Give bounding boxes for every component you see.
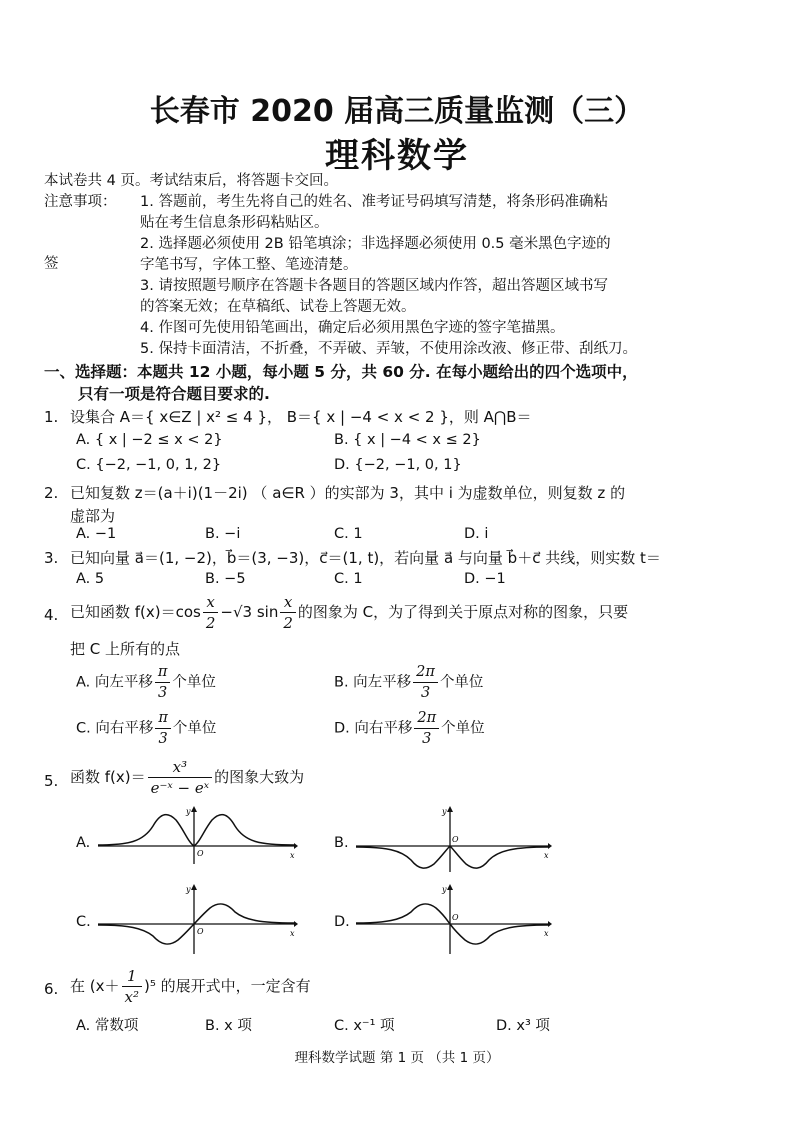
y-axis-arrow	[447, 806, 453, 812]
notice-line: 3. 请按照题号顺序在答题卡各题目的答题区域内作答，超出答题区域书写	[140, 278, 608, 294]
y-label: y	[442, 885, 447, 894]
question-number: 1.	[44, 408, 59, 426]
x-label: x	[290, 929, 295, 938]
option-label: B. 向左平移	[334, 674, 412, 691]
y-label: y	[186, 885, 191, 894]
origin-label: O	[452, 835, 459, 844]
question-number: 2.	[44, 484, 59, 502]
option-c: C. 1	[334, 571, 363, 587]
y-axis-arrow	[191, 884, 197, 890]
stem-text: 已知函数 f(x)＝cos	[70, 603, 201, 621]
fraction-pi-over-3	[155, 662, 171, 703]
question-number: 5.	[44, 772, 59, 790]
option-label: A. 向左平移	[76, 674, 153, 691]
stem-text: )⁵ 的展开式中，一定含有	[143, 977, 311, 995]
question-number: 3.	[44, 549, 59, 567]
denominator: 3	[158, 685, 168, 701]
option-b: B. −i	[205, 526, 241, 542]
option-unit: 个单位	[172, 674, 216, 691]
x-axis-arrow	[548, 843, 552, 849]
denominator: e⁻ˣ − eˣ	[150, 779, 210, 797]
question-stem-cont: 把 C 上所有的点	[70, 640, 181, 658]
exam-subtitle: 理科数学	[325, 136, 469, 176]
origin-label: O	[197, 927, 204, 936]
option-d: D. i	[464, 526, 489, 542]
y-label: y	[186, 807, 191, 816]
x-label: x	[544, 929, 549, 938]
notice-line: 的答案无效；在草稿纸、试卷上答题无效。	[140, 299, 416, 315]
y-axis-arrow	[191, 806, 197, 812]
graph-b	[356, 806, 552, 876]
notice-line: 2. 选择题必须使用 2B 铅笔填涂；非选择题必须使用 0.5 毫米黑色字迹的	[140, 236, 611, 252]
numerator: π	[155, 708, 171, 729]
option-d: D. x³ 项	[496, 1018, 550, 1034]
stem-text: 的图象大致为	[214, 768, 305, 786]
option-a: A. 5	[76, 571, 105, 587]
denominator: 2	[283, 614, 293, 632]
numerator: x	[203, 592, 219, 613]
option-c	[76, 708, 216, 749]
notice-line: 5. 保持卡面清洁，不折叠，不弄破、弄皱，不使用涂改液、修正带、刮纸刀。	[140, 341, 637, 357]
denominator: 3	[420, 685, 431, 701]
option-b: B. x 项	[205, 1018, 252, 1034]
fraction-2pi-over-3	[413, 662, 438, 703]
curve	[356, 846, 548, 868]
option-b: B. −5	[205, 571, 246, 587]
option-label: C. 向右平移	[76, 720, 154, 737]
option-c: C. 1	[334, 526, 363, 542]
fraction-function	[148, 757, 212, 798]
y-axis-arrow	[447, 884, 453, 890]
numerator: x³	[148, 757, 212, 778]
stem-text: −√3 sin	[220, 603, 279, 621]
option-d: D. −1	[464, 571, 506, 587]
x-label: x	[544, 851, 549, 860]
option-a: A. −1	[76, 526, 117, 542]
option-a	[76, 662, 216, 703]
graph-label-a: A.	[76, 835, 91, 851]
section-heading: 一、选择题：本题共 12 小题，每小题 5 分，共 60 分. 在每小题给出的四个选项中，	[44, 363, 638, 381]
option-a: A. 常数项	[76, 1018, 139, 1034]
intro-text: 本试卷共 4 页。考试结束后，将答题卡交回。	[44, 173, 338, 189]
graph-d	[356, 884, 552, 956]
numerator: 2π	[414, 708, 439, 729]
question-stem	[70, 757, 304, 798]
graph-label-b: B.	[334, 835, 349, 851]
origin-label: O	[197, 849, 204, 858]
option-d: D. {−2, −1, 0, 1}	[334, 457, 462, 473]
option-unit: 个单位	[172, 720, 217, 737]
stem-text: 函数 f(x)＝	[70, 768, 146, 786]
option-d	[334, 708, 485, 749]
stem-text: 的图象为 C，为了得到关于原点对称的图象，只要	[297, 603, 629, 621]
notice-line: 4. 作图可先使用铅笔画出，确定后必须用黑色字迹的签字笔描黑。	[140, 320, 565, 336]
fraction-x-over-2	[203, 592, 219, 633]
question-stem-cont: 虚部为	[70, 507, 116, 525]
fraction-1-over-x2	[122, 966, 142, 1007]
numerator: 2π	[413, 662, 438, 683]
x-axis-arrow	[294, 843, 298, 849]
x-axis-arrow	[294, 921, 298, 927]
notice-line: 贴在考生信息条形码粘贴区。	[140, 215, 329, 231]
exam-title: 长春市 2020 届高三质量监测（三）	[149, 94, 645, 129]
question-stem: 设集合 A＝{ x∈Z | x² ≤ 4 }， B＝{ x | −4 < x < 2 }，则 A⋂B＝	[70, 408, 532, 426]
option-unit: 个单位	[439, 674, 484, 691]
question-number: 4.	[44, 606, 59, 624]
side-char: 签	[44, 256, 59, 272]
option-c: C. {−2, −1, 0, 1, 2}	[76, 457, 222, 473]
notice-line: 字笔书写，字体工整、笔迹清楚。	[140, 257, 358, 273]
denominator: 2	[205, 614, 216, 632]
question-stem: 已知复数 z＝(a＋i)(1－2i) （ a∈R ）的实部为 3，其中 i 为虚数单位，则复数 z 的	[70, 484, 626, 502]
option-b: B. { x | −4 < x ≤ 2}	[334, 432, 481, 448]
graph-label-d: D.	[334, 914, 350, 930]
denominator: x²	[124, 988, 139, 1006]
option-a: A. { x | −2 ≤ x < 2}	[76, 432, 223, 448]
fraction-pi-over-3	[155, 708, 171, 749]
question-number: 6.	[44, 980, 59, 998]
stem-text: 在 (x＋	[70, 977, 120, 995]
fraction-2pi-over-3	[414, 708, 439, 749]
option-label: D. 向右平移	[334, 720, 413, 737]
denominator: 3	[422, 731, 432, 747]
denominator: 3	[158, 731, 168, 747]
option-unit: 个单位	[441, 720, 485, 737]
question-stem: 已知向量 a⃗＝(1, −2)，b⃗＝(3, −3)，c⃗＝(1, t)，若向量 a⃗ 与向量 b⃗＋c⃗ 共线，则实数 t＝	[70, 549, 661, 567]
y-label: y	[442, 807, 447, 816]
origin-label: O	[452, 913, 459, 922]
option-c: C. x⁻¹ 项	[334, 1018, 395, 1034]
numerator: π	[155, 662, 171, 683]
question-stem	[70, 592, 628, 633]
numerator: x	[280, 592, 296, 613]
notice-line: 1. 答题前，考生先将自己的姓名、准考证号码填写清楚，将条形码准确粘	[140, 194, 608, 210]
curve	[98, 815, 294, 846]
notice-label: 注意事项：	[44, 194, 117, 210]
question-stem	[70, 966, 311, 1007]
numerator: 1	[122, 966, 142, 987]
fraction-x-over-2	[280, 592, 296, 633]
x-label: x	[290, 851, 295, 860]
section-heading-cont: 只有一项是符合题目要求的.	[78, 385, 270, 403]
option-b	[334, 662, 483, 703]
graph-label-c: C.	[76, 914, 91, 930]
graph-a	[98, 806, 298, 866]
graph-c	[98, 884, 298, 956]
x-axis-arrow	[548, 921, 552, 927]
page-footer: 理科数学试题 第 1 页 （共 1 页）	[294, 1050, 500, 1066]
